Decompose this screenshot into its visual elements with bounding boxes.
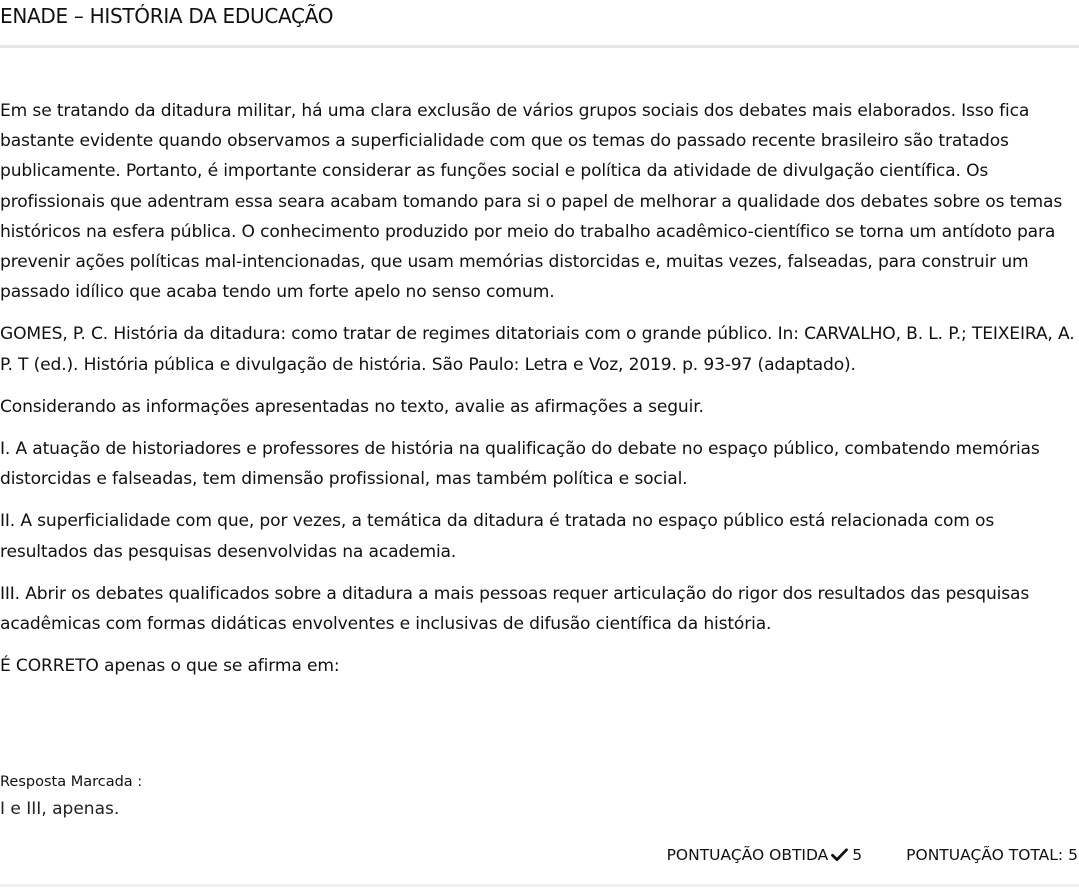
score-obtained-label: PONTUAÇÃO OBTIDA bbox=[666, 846, 829, 864]
score-obtained-value: 5 bbox=[852, 846, 863, 864]
question-citation: GOMES, P. C. História da ditadura: como tratar de regimes ditatoriais com o grande público. In: CARVALHO, B. L. P.; TEIXEIRA, A. P. T (ed.). História pública e divulgação de história. São Paulo: Letra e Voz, 2019. p. 93-97 (adaptado). bbox=[0, 324, 1075, 375]
score-total-value: 5 bbox=[1068, 846, 1078, 864]
score-obtained bbox=[667, 846, 863, 864]
statement-iii: III. Abrir os debates qualificados sobre a ditadura a mais pessoas requer articulação do rigor dos resultados das pesquisas acadêmicas com formas didáticas envolventes e inclusivas de difusão científica da história. bbox=[0, 583, 1030, 635]
question-prompt: É CORRETO apenas o que se afirma em: bbox=[0, 656, 340, 677]
page-title: ENADE – HISTÓRIA DA EDUCAÇÃO bbox=[0, 4, 334, 28]
score-total-label: PONTUAÇÃO TOTAL: bbox=[906, 846, 1064, 864]
bottom-divider bbox=[0, 884, 1079, 887]
question-instruction: Considerando as informações apresentadas no texto, avalie as afirmações a seguir. bbox=[0, 396, 704, 417]
marked-answer-value: I e III, apenas. bbox=[0, 799, 120, 819]
statement-i: I. A atuação de historiadores e professores de história na qualificação do debate no espaço público, combatendo memórias distorcidas e falseadas, tem dimensão profissional, mas também política e social. bbox=[0, 439, 1040, 490]
question-body bbox=[0, 96, 1079, 693]
title-divider bbox=[0, 45, 1079, 48]
question-context-paragraph: Em se tratando da ditadura militar, há uma clara exclusão de vários grupos sociais dos debates mais elaborados. Isso fica bastante evidente quando observamos a superficialidade com que os temas do passado recente brasileiro são tratados publicamente. Portanto, é importante considerar as funções social e política da atividade de divulgação científica. Os profissionais que adentram essa seara acabam tomando para si o papel de melhorar a qualidade dos debates sobre os temas históricos na esfera pública. O conhecimento produzido por meio do trabalho acadêmico-científico se torna um antídoto para prevenir ações políticas mal-intencionadas, que usam memórias distorcidas e, muitas vezes, falseadas, para construir um passado idílico que acaba tendo um forte apelo no senso comum. bbox=[0, 101, 1063, 303]
checkmark-icon bbox=[831, 848, 848, 862]
score-total bbox=[906, 846, 1078, 864]
statement-ii: II. A superficialidade com que, por vezes, a temática da ditadura é tratada no espaço público está relacionada com os resultados das pesquisas desenvolvidas na academia. bbox=[0, 511, 995, 562]
score-row bbox=[667, 846, 1078, 864]
marked-answer-label: Resposta Marcada : bbox=[0, 774, 143, 790]
